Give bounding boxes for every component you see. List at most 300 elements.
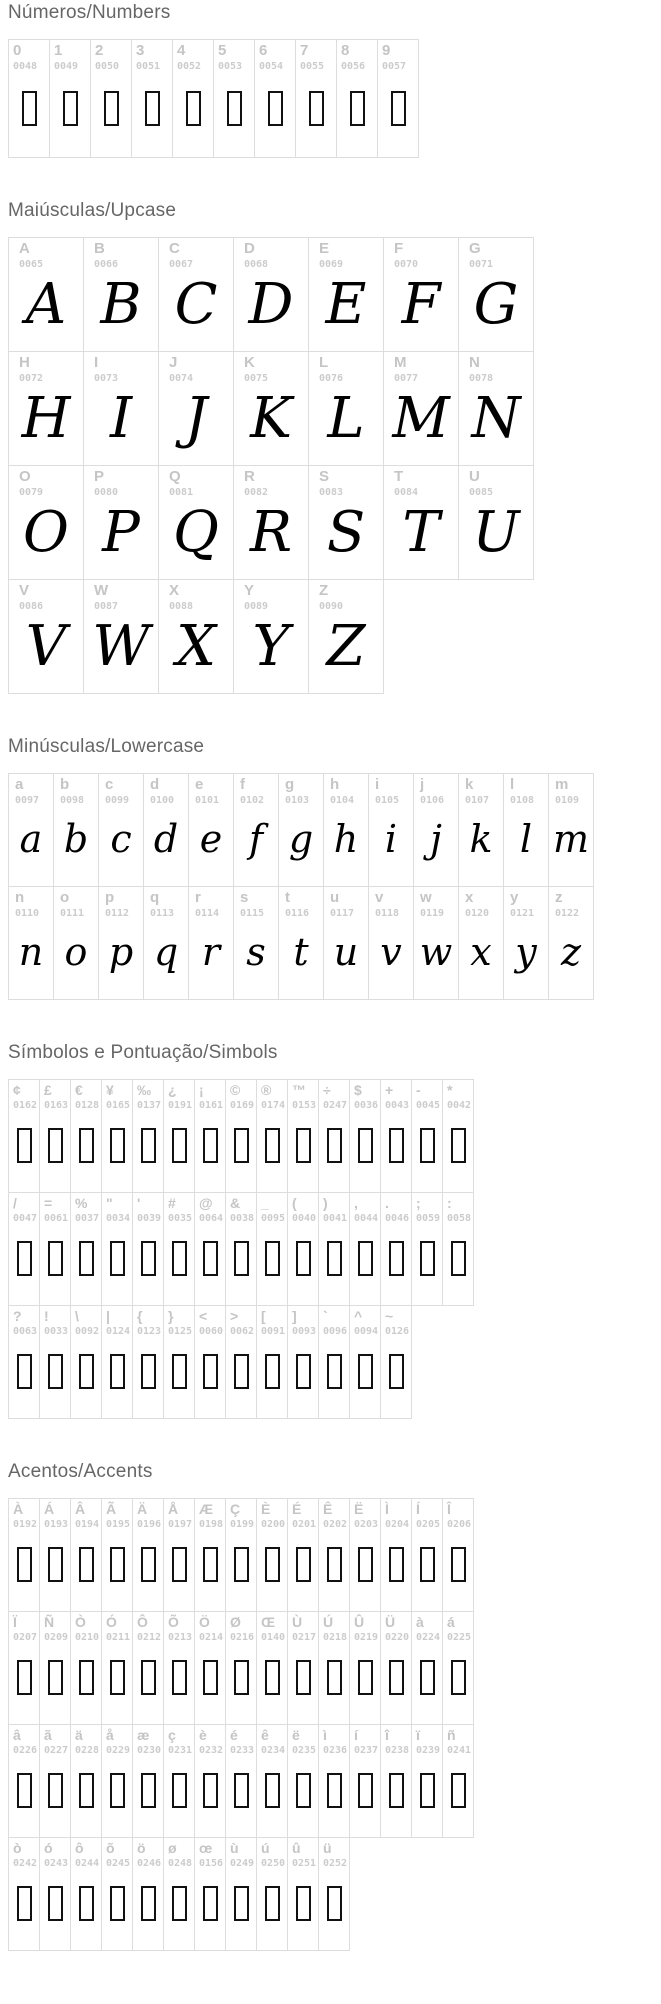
glyph-cell	[39, 1837, 71, 1951]
missing-glyph-icon	[48, 1128, 63, 1163]
unicode-code: 0053	[218, 60, 243, 72]
char-label: p	[105, 889, 115, 906]
glyph-area	[257, 1337, 287, 1418]
script-glyph: A	[25, 272, 67, 338]
glyph-area	[257, 1530, 287, 1611]
char-label: !	[44, 1308, 49, 1324]
glyph-area	[15, 270, 77, 351]
cell-head	[288, 1193, 318, 1224]
glyph-cell	[225, 1192, 257, 1306]
glyph-area	[412, 1756, 442, 1837]
glyph-row	[8, 465, 661, 580]
char-label: ~	[385, 1308, 394, 1324]
glyph-area	[381, 1530, 411, 1611]
missing-glyph-icon	[17, 1241, 32, 1276]
glyph-area	[133, 1224, 163, 1305]
glyph-cell	[39, 1611, 71, 1725]
unicode-code: 0193	[44, 1518, 69, 1530]
script-glyph: f	[248, 816, 264, 861]
script-glyph: b	[63, 816, 89, 861]
unicode-code: 0250	[261, 1857, 286, 1869]
unicode-code: 0231	[168, 1744, 193, 1756]
char-label: $	[354, 1082, 362, 1098]
script-glyph: Z	[326, 614, 366, 680]
cell-head	[173, 40, 213, 72]
glyph-area	[226, 1224, 256, 1305]
char-label: ®	[261, 1082, 272, 1098]
glyph-area	[40, 1530, 70, 1611]
glyph-cell	[308, 579, 384, 694]
missing-glyph-icon	[234, 1354, 249, 1389]
char-label: _	[261, 1195, 269, 1211]
cell-head	[102, 1612, 132, 1643]
script-glyph: X	[176, 614, 216, 680]
missing-glyph-icon	[203, 1773, 218, 1808]
missing-glyph-icon	[48, 1547, 63, 1582]
char-label: ?	[13, 1308, 22, 1324]
unicode-code: 0035	[168, 1212, 193, 1224]
char-label: Á	[44, 1501, 55, 1517]
glyph-area	[40, 1643, 70, 1724]
glyph-area	[11, 806, 51, 886]
unicode-code: 0039	[137, 1212, 162, 1224]
char-label: Y	[244, 582, 255, 599]
missing-glyph-icon	[389, 1547, 404, 1582]
glyph-cell	[158, 465, 234, 580]
glyph-cell	[132, 1192, 164, 1306]
cell-head	[133, 1306, 163, 1337]
glyph-cell	[349, 1724, 381, 1838]
glyph-cell	[83, 579, 159, 694]
cell-head	[416, 887, 456, 919]
unicode-code: 0058	[447, 1212, 472, 1224]
glyph-cell	[503, 886, 549, 1000]
glyph-cell	[287, 1079, 319, 1193]
missing-glyph-icon	[327, 1547, 342, 1582]
char-label: a	[15, 776, 24, 793]
glyph-cell	[101, 1192, 133, 1306]
unicode-code: 0041	[323, 1212, 348, 1224]
cell-head	[288, 1612, 318, 1643]
glyph-cell	[101, 1611, 133, 1725]
glyph-cell	[163, 1305, 195, 1419]
missing-glyph-icon	[203, 1660, 218, 1695]
section-title-accents: Acentos/Accents	[8, 1461, 153, 1482]
glyph-cell	[83, 237, 159, 352]
char-label: ø	[168, 1840, 177, 1856]
missing-glyph-icon	[234, 1128, 249, 1163]
cell-head	[257, 1193, 287, 1224]
missing-glyph-icon	[265, 1773, 280, 1808]
unicode-code: 0077	[394, 372, 419, 384]
char-label: s	[240, 889, 249, 906]
unicode-code: 0114	[195, 907, 220, 919]
cell-head	[226, 1499, 256, 1530]
cell-head	[56, 774, 96, 806]
cell-head	[350, 1080, 380, 1111]
glyph-area	[71, 1111, 101, 1192]
glyph-area	[164, 1756, 194, 1837]
cell-head	[465, 352, 527, 384]
glyph-area	[412, 1224, 442, 1305]
missing-glyph-icon	[203, 1547, 218, 1582]
script-glyph: y	[515, 929, 537, 974]
char-label: W	[94, 582, 109, 599]
missing-glyph-icon	[296, 1547, 311, 1582]
unicode-code: 0191	[168, 1099, 193, 1111]
cell-head	[288, 1838, 318, 1869]
cell-head	[371, 774, 411, 806]
unicode-code: 0195	[106, 1518, 131, 1530]
cell-head	[40, 1838, 70, 1869]
char-label: Æ	[199, 1501, 213, 1517]
char-label: À	[13, 1501, 24, 1517]
cell-head	[281, 887, 321, 919]
char-label: ©	[230, 1082, 241, 1098]
glyph-cell	[380, 1611, 412, 1725]
char-label: l	[510, 776, 515, 793]
glyph-cell	[308, 351, 384, 466]
glyph-cell	[413, 886, 459, 1000]
glyph-cell	[39, 1498, 71, 1612]
unicode-code: 0076	[319, 372, 344, 384]
glyph-area	[288, 1530, 318, 1611]
glyph-area	[101, 919, 141, 999]
char-label: G	[469, 240, 481, 257]
script-glyph: e	[199, 816, 223, 861]
char-label: *	[447, 1082, 453, 1098]
unicode-code: 0082	[244, 486, 269, 498]
unicode-code: 0086	[19, 600, 44, 612]
char-label: c	[105, 776, 114, 793]
unicode-code: 0202	[323, 1518, 348, 1530]
cell-head	[465, 466, 527, 498]
glyph-area	[133, 1530, 163, 1611]
glyph-cell	[101, 1724, 133, 1838]
glyph-cell	[132, 1611, 164, 1725]
missing-glyph-icon	[389, 1354, 404, 1389]
char-label: Ü	[385, 1614, 396, 1630]
char-label: #	[168, 1195, 176, 1211]
glyph-cell	[70, 1611, 102, 1725]
glyph-area	[102, 1756, 132, 1837]
glyph-row	[8, 1498, 661, 1612]
unicode-code: 0104	[330, 794, 355, 806]
unicode-code: 0063	[13, 1325, 38, 1337]
glyph-area	[133, 1756, 163, 1837]
cell-head	[90, 352, 152, 384]
unicode-code: 0108	[510, 794, 535, 806]
glyph-cell	[158, 351, 234, 466]
cell-head	[337, 40, 377, 72]
char-label: X	[169, 582, 180, 599]
glyph-row	[8, 39, 661, 158]
char-label: 1	[54, 42, 63, 59]
unicode-code: 0251	[292, 1857, 317, 1869]
glyph-area	[165, 384, 227, 465]
char-label: L	[319, 354, 329, 371]
char-label: €	[75, 1082, 83, 1098]
char-label: P	[94, 468, 105, 485]
missing-glyph-icon	[451, 1660, 466, 1695]
glyph-area	[240, 270, 302, 351]
char-label: {	[137, 1308, 143, 1324]
char-label: y	[510, 889, 519, 906]
glyph-area	[165, 612, 227, 693]
cell-head	[257, 1838, 287, 1869]
glyph-area	[195, 1643, 225, 1724]
script-glyph: T	[402, 500, 440, 566]
glyph-cell	[413, 773, 459, 887]
glyph-cell	[256, 1498, 288, 1612]
unicode-code: 0125	[168, 1325, 193, 1337]
missing-glyph-icon	[296, 1241, 311, 1276]
char-label: :	[447, 1195, 452, 1211]
glyph-area	[9, 72, 49, 157]
glyph-area	[257, 1756, 287, 1837]
glyph-cell	[318, 1498, 350, 1612]
cell-head	[9, 40, 49, 72]
glyph-cell	[8, 39, 50, 158]
cell-head	[506, 774, 546, 806]
glyph-area	[381, 1337, 411, 1418]
missing-glyph-icon	[203, 1886, 218, 1921]
glyph-area	[191, 806, 231, 886]
unicode-code: 0055	[300, 60, 325, 72]
unicode-code: 0137	[137, 1099, 162, 1111]
glyph-area	[350, 1224, 380, 1305]
missing-glyph-icon	[203, 1128, 218, 1163]
glyph-cell	[442, 1724, 474, 1838]
cell-head	[71, 1725, 101, 1756]
cell-head	[15, 238, 77, 270]
char-label: j	[420, 776, 425, 793]
glyph-area	[288, 1869, 318, 1950]
glyph-area	[443, 1643, 473, 1724]
char-label: <	[199, 1308, 208, 1324]
missing-glyph-icon	[17, 1773, 32, 1808]
missing-glyph-icon	[17, 1547, 32, 1582]
glyph-cell	[8, 351, 84, 466]
char-label: Ö	[199, 1614, 210, 1630]
cell-head	[71, 1838, 101, 1869]
cell-head	[195, 1612, 225, 1643]
script-glyph: M	[392, 386, 450, 452]
missing-glyph-icon	[79, 1547, 94, 1582]
unicode-code: 0218	[323, 1631, 348, 1643]
cell-head	[551, 887, 591, 919]
cell-head	[9, 1725, 39, 1756]
glyph-cell	[503, 773, 549, 887]
glyph-area	[71, 1224, 101, 1305]
section-title-numbers: Números/Numbers	[8, 2, 171, 23]
unicode-code: 0056	[341, 60, 366, 72]
glyph-area	[240, 612, 302, 693]
missing-glyph-icon	[327, 1354, 342, 1389]
unicode-code: 0068	[244, 258, 269, 270]
glyph-cell	[380, 1192, 412, 1306]
unicode-code: 0196	[137, 1518, 162, 1530]
cell-head	[390, 238, 452, 270]
char-label: ï	[416, 1727, 420, 1743]
unicode-code: 0119	[420, 907, 445, 919]
script-glyph: s	[246, 929, 266, 974]
missing-glyph-icon	[110, 1660, 125, 1695]
unicode-code: 0199	[230, 1518, 255, 1530]
cell-head	[146, 774, 186, 806]
cell-head	[319, 1499, 349, 1530]
glyph-cell	[8, 886, 54, 1000]
missing-glyph-icon	[234, 1241, 249, 1276]
unicode-code: 0242	[13, 1857, 38, 1869]
cell-head	[101, 774, 141, 806]
glyph-row	[8, 1724, 661, 1838]
glyph-cell	[194, 1498, 226, 1612]
glyph-area	[226, 1530, 256, 1611]
glyph-cell	[225, 1305, 257, 1419]
glyph-cell	[336, 39, 378, 158]
glyph-area	[191, 919, 231, 999]
cell-head	[319, 1725, 349, 1756]
unicode-code: 0070	[394, 258, 419, 270]
char-label: ‰	[137, 1082, 151, 1098]
glyph-area	[412, 1643, 442, 1724]
cell-head	[91, 40, 131, 72]
cell-head	[226, 1612, 256, 1643]
missing-glyph-icon	[296, 1660, 311, 1695]
glyph-cell	[308, 465, 384, 580]
missing-glyph-icon	[79, 1886, 94, 1921]
script-glyph: V	[25, 614, 67, 680]
missing-glyph-icon	[350, 91, 365, 126]
cell-head	[133, 1499, 163, 1530]
unicode-code: 0054	[259, 60, 284, 72]
cell-head	[240, 238, 302, 270]
unicode-code: 0045	[416, 1099, 441, 1111]
section-title-lowercase: Minúsculas/Lowercase	[8, 736, 205, 757]
glyph-area	[443, 1756, 473, 1837]
glyph-area	[226, 1756, 256, 1837]
glyph-area	[315, 498, 377, 579]
glyph-area	[71, 1869, 101, 1950]
script-glyph: F	[401, 272, 441, 338]
glyph-area	[133, 1337, 163, 1418]
glyph-area	[315, 384, 377, 465]
glyph-area	[416, 806, 456, 886]
glyph-cell	[233, 237, 309, 352]
char-label: ü	[323, 1840, 332, 1856]
unicode-code: 0100	[150, 794, 175, 806]
glyph-area	[164, 1337, 194, 1418]
char-label: é	[230, 1727, 238, 1743]
script-glyph: a	[19, 816, 43, 861]
glyph-row	[8, 351, 661, 466]
unicode-code: 0236	[323, 1744, 348, 1756]
glyph-area	[91, 72, 131, 157]
glyph-area	[9, 1869, 39, 1950]
char-label: t	[285, 889, 290, 906]
unicode-code: 0249	[230, 1857, 255, 1869]
unicode-code: 0085	[469, 486, 494, 498]
unicode-code: 0194	[75, 1518, 100, 1530]
char-label: U	[469, 468, 480, 485]
char-label: ö	[137, 1840, 146, 1856]
glyph-area	[371, 806, 411, 886]
glyph-area	[315, 270, 377, 351]
glyph-cell	[194, 1837, 226, 1951]
unicode-code: 0228	[75, 1744, 100, 1756]
cell-head	[90, 580, 152, 612]
missing-glyph-icon	[234, 1547, 249, 1582]
char-label: `	[323, 1308, 328, 1324]
glyph-row	[8, 1611, 661, 1725]
unicode-code: 0238	[385, 1744, 410, 1756]
glyph-cell	[380, 1498, 412, 1612]
glyph-cell	[70, 1724, 102, 1838]
cell-head	[350, 1306, 380, 1337]
glyph-cell	[318, 1611, 350, 1725]
glyph-area	[319, 1111, 349, 1192]
glyph-cell	[8, 465, 84, 580]
glyph-cell	[101, 1837, 133, 1951]
cell-head	[326, 887, 366, 919]
char-label: ó	[44, 1840, 53, 1856]
glyph-area	[102, 1111, 132, 1192]
glyph-cell	[458, 237, 534, 352]
cell-head	[378, 40, 418, 72]
glyph-cell	[287, 1498, 319, 1612]
glyph-cell	[70, 1305, 102, 1419]
glyph-cell	[458, 886, 504, 1000]
glyph-cell	[194, 1305, 226, 1419]
glyph-area	[146, 806, 186, 886]
char-label: M	[394, 354, 407, 371]
glyph-cell	[163, 1724, 195, 1838]
missing-glyph-icon	[141, 1241, 156, 1276]
char-label: ¡	[199, 1082, 204, 1098]
script-glyph: x	[470, 929, 492, 974]
glyph-area	[40, 1224, 70, 1305]
glyph-area	[11, 919, 51, 999]
char-label: 8	[341, 42, 350, 59]
unicode-code: 0118	[375, 907, 400, 919]
char-label: S	[319, 468, 330, 485]
missing-glyph-icon	[141, 1660, 156, 1695]
glyph-row	[8, 1837, 661, 1951]
cell-head	[133, 1193, 163, 1224]
cell-head	[40, 1725, 70, 1756]
unicode-code: 0210	[75, 1631, 100, 1643]
glyph-area	[15, 498, 77, 579]
unicode-code: 0122	[555, 907, 580, 919]
glyph-area	[90, 270, 152, 351]
char-label: F	[394, 240, 404, 257]
glyph-cell	[8, 1192, 40, 1306]
glyph-cell	[225, 1611, 257, 1725]
char-label: z	[555, 889, 563, 906]
char-label: J	[169, 354, 178, 371]
missing-glyph-icon	[265, 1128, 280, 1163]
missing-glyph-icon	[203, 1354, 218, 1389]
unicode-code: 0244	[75, 1857, 100, 1869]
glyph-grid-lowercase	[8, 773, 661, 1000]
glyph-cell	[143, 773, 189, 887]
glyph-cell	[70, 1498, 102, 1612]
cell-head	[164, 1838, 194, 1869]
glyph-area	[288, 1224, 318, 1305]
unicode-code: 0095	[261, 1212, 286, 1224]
cell-head	[9, 1080, 39, 1111]
